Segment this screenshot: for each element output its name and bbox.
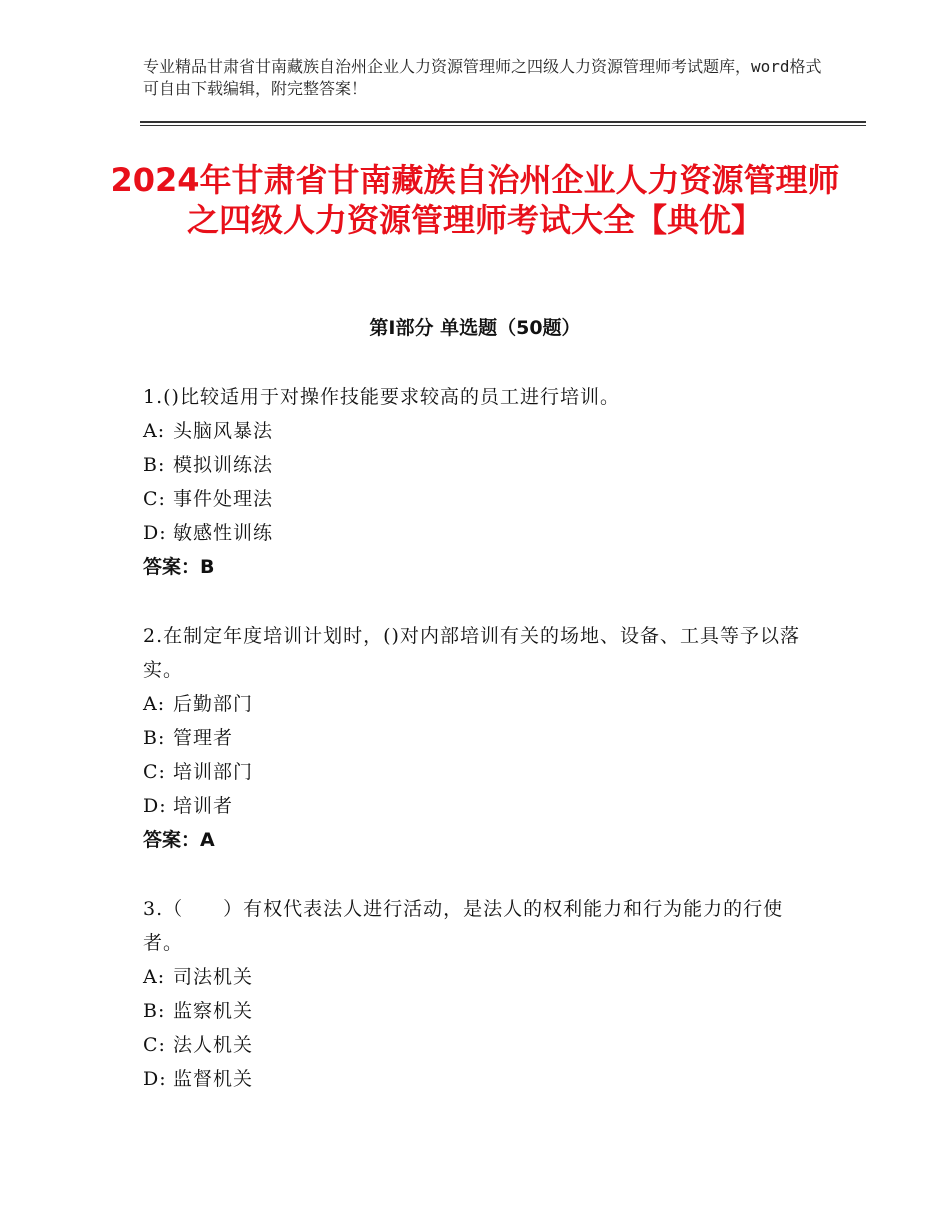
option-letter: B:: [143, 727, 166, 749]
option-letter: A:: [143, 693, 166, 715]
option-letter: D:: [143, 522, 167, 544]
document-title: 2024年甘肃省甘南藏族自治州企业人力资源管理师之四级人力资源管理师考试大全【典优】: [110, 161, 840, 239]
option-text: 模拟训练法: [173, 454, 274, 476]
question-1-option-b: [143, 448, 813, 482]
question-1-option-a: [143, 414, 813, 448]
option-letter: A:: [143, 420, 166, 442]
option-text: 管理者: [173, 727, 234, 749]
question-2-answer: [143, 823, 813, 857]
question-1: [143, 380, 813, 584]
question-2-option-c: [143, 755, 813, 789]
option-text: 监督机关: [173, 1068, 254, 1090]
question-1-option-d: [143, 516, 813, 550]
option-letter: D:: [143, 795, 167, 817]
header-rule-thin: [140, 125, 866, 126]
question-2: [143, 619, 813, 857]
question-3-option-c: [143, 1028, 813, 1062]
option-letter: B:: [143, 454, 166, 476]
option-text: 后勤部门: [173, 693, 254, 715]
option-letter: B:: [143, 1000, 166, 1022]
option-text: 敏感性训练: [173, 522, 274, 544]
question-3: [143, 892, 813, 1096]
option-letter: A:: [143, 966, 166, 988]
option-text: 培训者: [173, 795, 234, 817]
option-text: 监察机关: [173, 1000, 254, 1022]
section-heading: 第Ⅰ部分 单选题（50题）: [369, 317, 581, 339]
header-note: 专业精品甘肃省甘南藏族自治州企业人力资源管理师之四级人力资源管理师考试题库，word格式可自由下载编辑，附完整答案！: [143, 57, 822, 98]
question-2-stem: 2.在制定年度培训计划时，()对内部培训有关的场地、设备、工具等予以落实。: [143, 625, 800, 681]
answer-prefix: 答案：: [143, 556, 201, 578]
option-letter: C:: [143, 1034, 166, 1056]
question-3-option-d: [143, 1062, 813, 1096]
option-text: 头脑风暴法: [173, 420, 274, 442]
answer-value: A: [200, 829, 215, 851]
option-text: 培训部门: [173, 761, 254, 783]
answer-value: B: [200, 556, 215, 578]
question-2-option-d: [143, 789, 813, 823]
question-1-answer: [143, 550, 813, 584]
header-rule-thick: [140, 121, 866, 123]
question-3-stem: 3.（ ）有权代表法人进行活动，是法人的权利能力和行为能力的行使者。: [143, 898, 784, 954]
question-3-option-b: [143, 994, 813, 1028]
option-letter: D:: [143, 1068, 167, 1090]
question-2-option-b: [143, 721, 813, 755]
question-2-option-a: [143, 687, 813, 721]
option-letter: C:: [143, 488, 166, 510]
answer-prefix: 答案：: [143, 829, 201, 851]
option-letter: C:: [143, 761, 166, 783]
question-3-option-a: [143, 960, 813, 994]
question-1-stem: 1.()比较适用于对操作技能要求较高的员工进行培训。: [143, 386, 620, 408]
option-text: 事件处理法: [173, 488, 274, 510]
option-text: 司法机关: [173, 966, 254, 988]
option-text: 法人机关: [173, 1034, 254, 1056]
question-1-option-c: [143, 482, 813, 516]
